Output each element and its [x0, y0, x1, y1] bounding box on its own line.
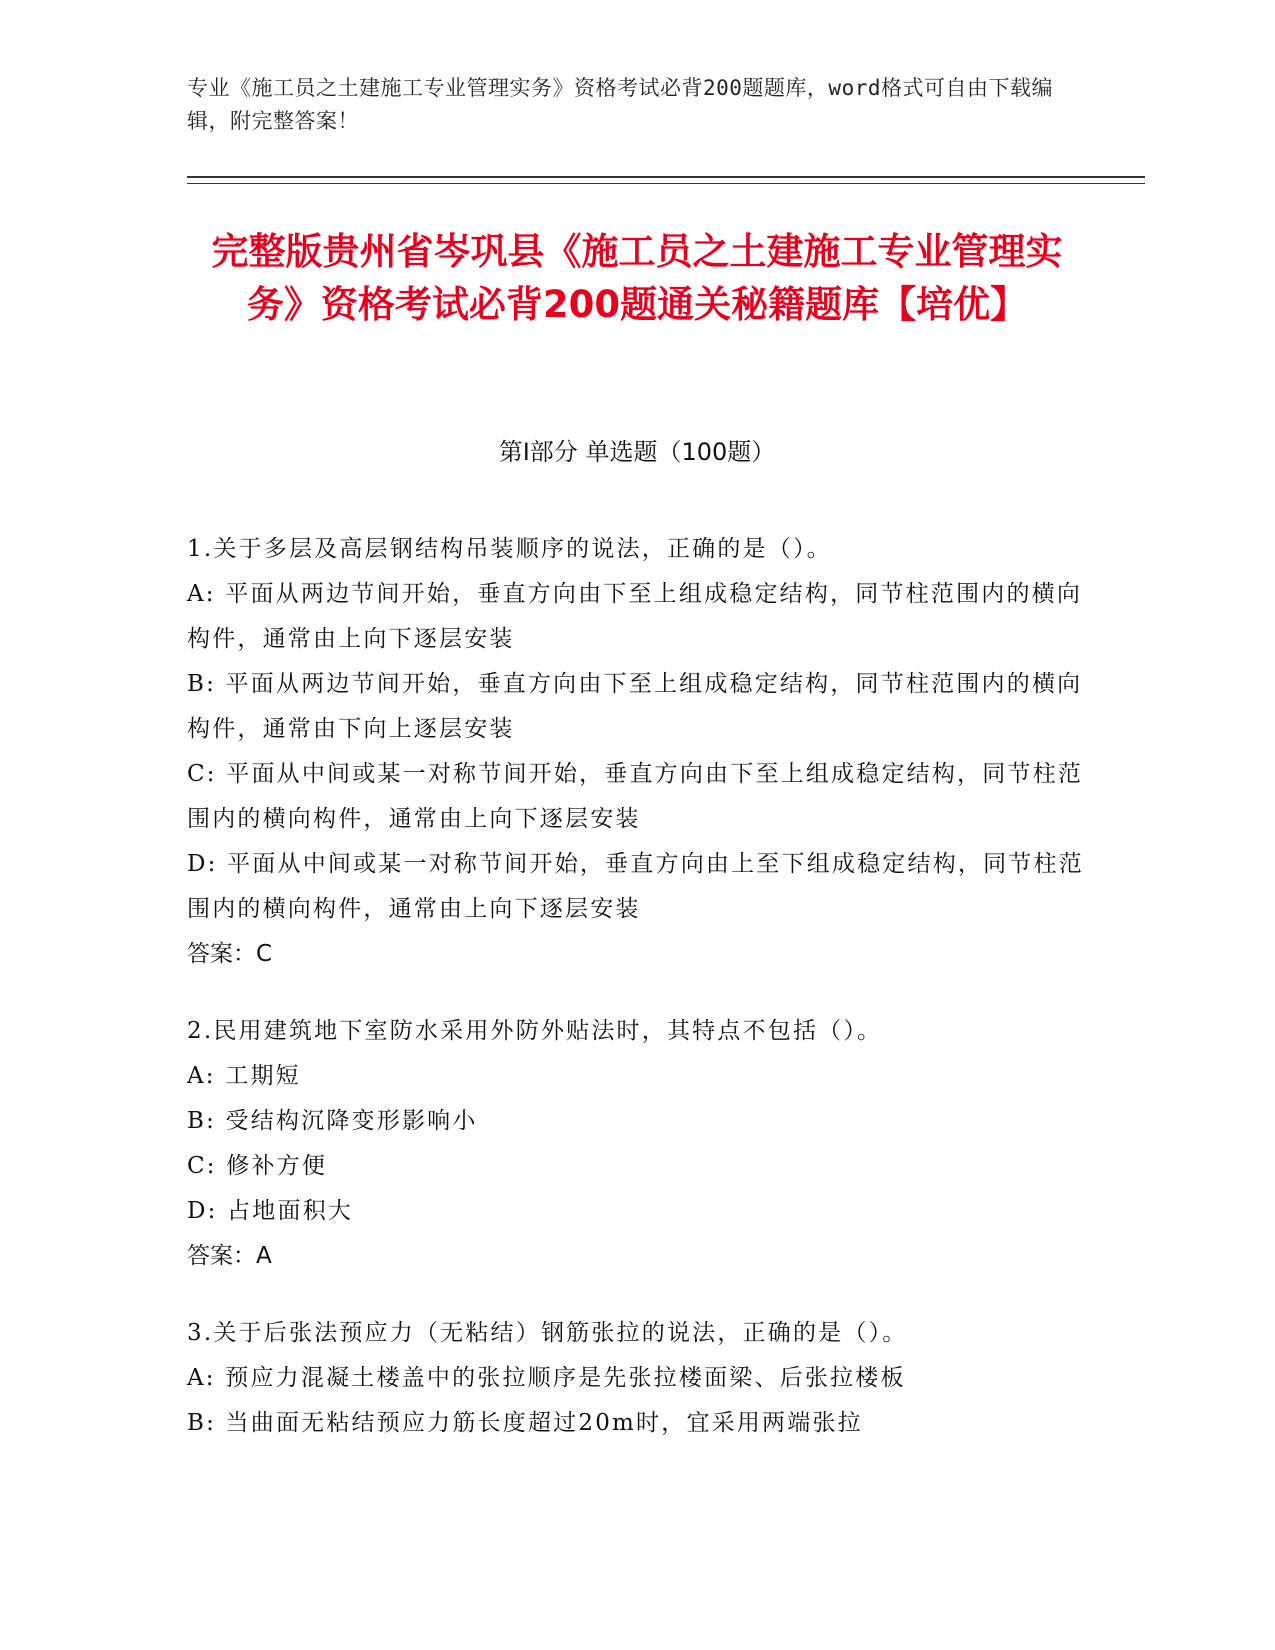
section-title: 第Ⅰ部分 单选题（100题）	[498, 438, 776, 466]
question-stem: 3.关于后张法预应力（无粘结）钢筋张拉的说法，正确的是（）。	[187, 1320, 908, 1346]
option-c: C: 修补方便	[187, 1153, 328, 1179]
option-d: D: 平面从中间或某一对称节间开始，垂直方向由上至下组成稳定结构，同节柱范围内的横向构件，通常由上向下逐层安装	[187, 851, 1084, 922]
question-1	[187, 527, 1087, 977]
option-d: D: 占地面积大	[187, 1198, 354, 1224]
answer: 答案：A	[187, 1243, 272, 1269]
option-b: B: 平面从两边节间开始，垂直方向由下至上组成稳定结构，同节柱范围内的横向构件，通常由下向上逐层安装	[187, 671, 1083, 742]
question-3	[187, 1311, 1087, 1446]
option-a: A: 工期短	[187, 1063, 301, 1089]
header-divider-thick	[187, 176, 1145, 178]
question-stem: 1.关于多层及高层钢结构吊装顺序的说法，正确的是（）。	[187, 536, 832, 562]
document-title: 完整版贵州省岑巩县《施工员之土建施工专业管理实务》资格考试必背200题通关秘籍题库【培优】	[211, 230, 1063, 326]
question-2	[187, 1009, 1087, 1279]
option-b: B: 当曲面无粘结预应力筋长度超过20m时，宜采用两端张拉	[187, 1410, 863, 1436]
option-c: C: 平面从中间或某一对称节间开始，垂直方向由下至上组成稳定结构，同节柱范围内的横向构件，通常由上向下逐层安装	[187, 761, 1084, 832]
header-note: 专业《施工员之土建施工专业管理实务》资格考试必背200题题库，word格式可自由下载编辑，附完整答案！	[187, 76, 1053, 133]
option-a: A: 平面从两边节间开始，垂直方向由下至上组成稳定结构，同节柱范围内的横向构件，通常由上向下逐层安装	[187, 581, 1083, 652]
option-a: A: 预应力混凝土楼盖中的张拉顺序是先张拉楼面梁、后张拉楼板	[187, 1365, 906, 1391]
option-b: B: 受结构沉降变形影响小	[187, 1108, 478, 1134]
answer: 答案：C	[187, 941, 273, 967]
question-list	[187, 527, 1087, 1478]
question-stem: 2.民用建筑地下室防水采用外防外贴法时，其特点不包括（）。	[187, 1018, 883, 1044]
header-divider-thin	[187, 183, 1145, 184]
